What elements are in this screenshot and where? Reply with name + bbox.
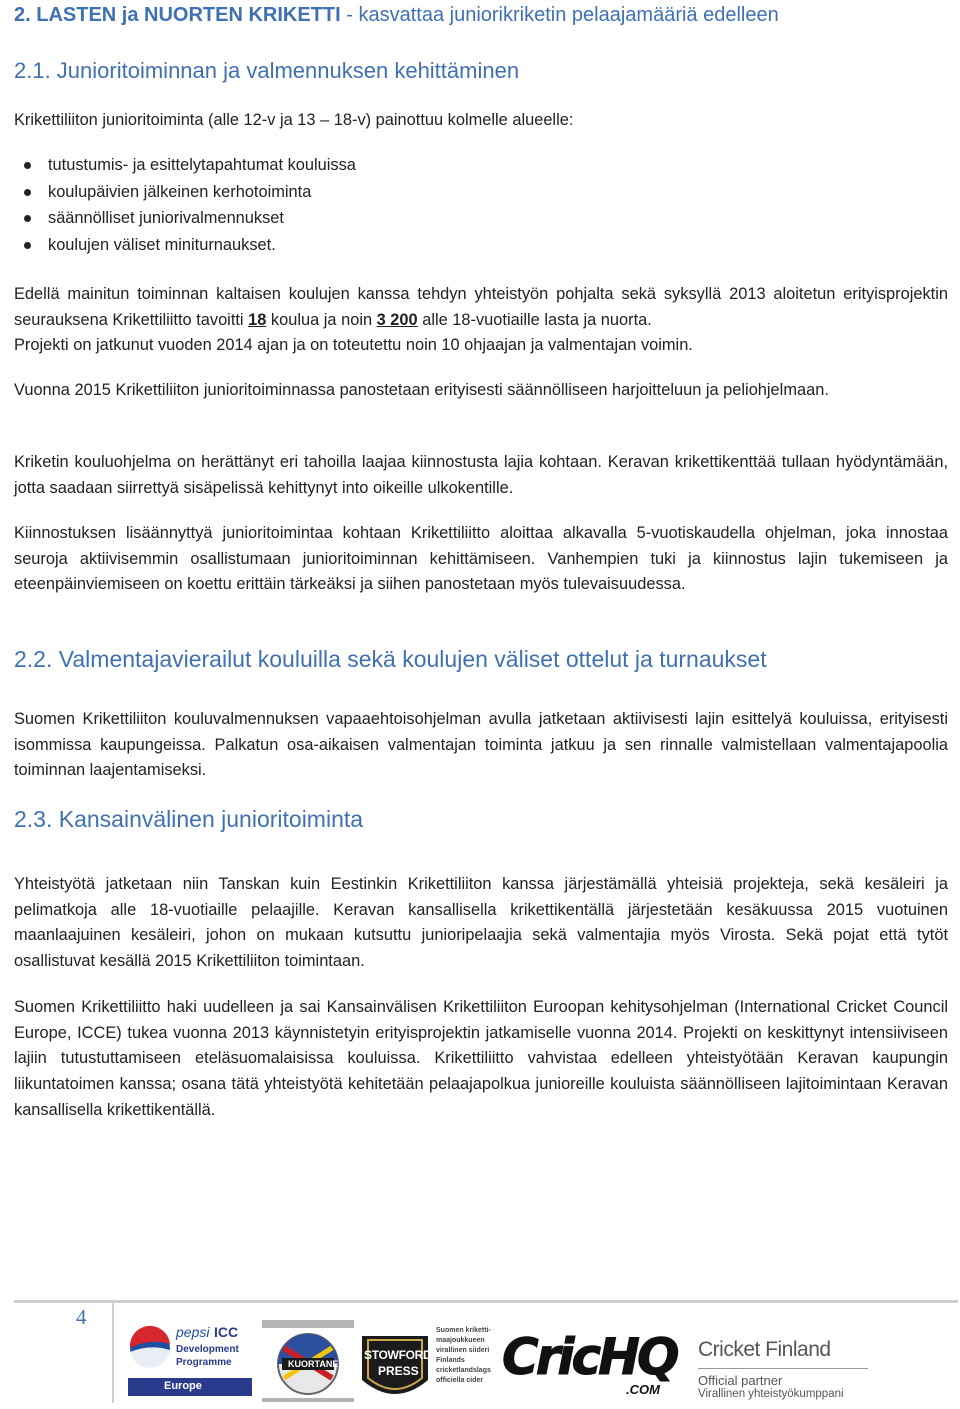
stowford-wordmark: STOWFORD bbox=[364, 1348, 432, 1362]
section-2-3-paragraph-1: Yhteistyötä jatketaan niin Tanskan kuin Eestinkin Krikettiliiton kanssa järjestämällä yhteisiä projekteja, sekä kesäleiri ja pelimatkoja alle 18-vuotiaille pelaajille. Keravan kansallisella krikettikentällä järjestetään kesäkuussa 2015 vuotuinen maanlaajuinen kesäleiri, johon on mukaan kutsuttu junioripelaajia sekä valmentajia myös Virosta. Sekä pojat että tytöt osallistuvat kesällä 2015 Krikettiliiton toimintaan. bbox=[14, 875, 948, 971]
chapter-heading-rest: - kasvattaa juniorikriketin pelaajamääriä edelleen bbox=[340, 4, 779, 26]
paragraph-text: Edellä mainitun toiminnan kaltaisen koulujen kanssa tehdyn yhteistyön pohjalta sekä syksyllä 2013 aloitetun erityisprojektin seurauksena Krikettiliitto tavoitti bbox=[14, 285, 948, 329]
list-item: säännölliset juniorivalmennukset bbox=[14, 205, 356, 232]
logo-text: Development bbox=[176, 1344, 239, 1355]
children-count: 3 200 bbox=[376, 310, 418, 329]
logo-text: virallinen siideri bbox=[436, 1347, 490, 1354]
crichq-wordmark: CricHQ bbox=[502, 1328, 677, 1386]
section-2-1-title: 2.1. Junioritoiminnan ja valmennuksen kehittäminen bbox=[14, 58, 520, 83]
logo-text: cricketlandslags bbox=[436, 1367, 491, 1374]
logo-text: officiella cider bbox=[436, 1377, 484, 1384]
list-item: koulujen väliset miniturnaukset. bbox=[14, 232, 356, 259]
pepsi-icc-logo bbox=[124, 1322, 256, 1398]
focus-area-list bbox=[14, 152, 356, 258]
kuortane-logo bbox=[262, 1318, 354, 1404]
logo-text: Suomen kriketti- bbox=[436, 1327, 491, 1334]
logo-text: Programme bbox=[176, 1357, 232, 1368]
footer-rule bbox=[14, 1300, 958, 1303]
crichq-domain: .COM bbox=[626, 1382, 660, 1397]
kuortane-wordmark: KUORTANE bbox=[288, 1359, 339, 1369]
stowford-press-logo bbox=[358, 1330, 432, 1404]
logo-text: Europe bbox=[164, 1380, 202, 1392]
chapter-heading bbox=[14, 4, 779, 27]
section-2-3-paragraph-2: Suomen Krikettiliitto haki uudelleen ja sai Kansainvälisen Krikettiliiton Euroopan kehitysohjelman (International Cricket Council Europe, ICCE) tukea vuonna 2013 käynnistetyin erityisprojektin jatkamiselle vuonna 2014. Projekti on keskittynyt intensiiviseen lajiin tutustuttamiseen eteläsuomalaisissa kouluissa. Krikettiliitto vahvistaa edelleen yhteistyötään Keravan kaupungin liikuntatoimen kanssa; osana tätä yhteistyötä kehitetään pelaajapolkua junioreille kouluista säännölliseen lajitoimintaan Keravan kansallisella krikettikentällä. bbox=[14, 998, 948, 1119]
chapter-heading-main: 2. LASTEN ja NUORTEN KRIKETTI bbox=[14, 4, 341, 26]
paragraph-text: alle 18-vuotiaille lasta ja nuorta. bbox=[417, 310, 652, 329]
cricket-finland-partner bbox=[698, 1338, 948, 1404]
section-2-1-intro: Krikettiliiton junioritoiminta (alle 12-v ja 13 – 18-v) painottuu kolmelle alueelle: bbox=[14, 111, 574, 129]
pepsi-wordmark: pepsi bbox=[176, 1324, 210, 1340]
section-2-1-paragraph-1 bbox=[14, 282, 948, 359]
page-number: 4 bbox=[76, 1305, 87, 1329]
section-2-2-title: 2.2. Valmentajavierailut kouluilla sekä koulujen väliset ottelut ja turnaukset bbox=[14, 646, 767, 672]
icc-wordmark: ICC bbox=[214, 1324, 239, 1340]
section-2-2-paragraph-1: Suomen Krikettiliiton kouluvalmennuksen vapaaehtoisohjelman avulla jatketaan aktiivisesti lajin esittelyä kouluissa, erityisesti isommissa kaupungeissa. Palkatun osa-aikaisen valmentajan toiminta jatkuu ja sen rinnalle valmistellaan valmentajapoolia toiminnan laajentamiseksi. bbox=[14, 710, 948, 780]
section-2-1-paragraph-2: Vuonna 2015 Krikettiliiton junioritoiminnassa panostetaan erityisesti säännölliseen harjoitteluun ja peliohjelmaan. bbox=[14, 381, 829, 399]
official-cider-text bbox=[436, 1326, 502, 1404]
section-2-3-title: 2.3. Kansainvälinen junioritoiminta bbox=[14, 806, 364, 832]
section-2-1-paragraph-4: Kiinnostuksen lisäännyttyä junioritoimintaa kohtaan Krikettiliitto aloittaa alkavalla 5-vuotiskaudella ohjelman, joka innostaa seuroja aktiivisemmin osallistumaan junioritoiminnan kehittämiseen. Vanhempien tuki ja kiinnostus lajin tukemiseen ja eteenpäinviemiseen on koettu erittäin tärkeäksi ja siihen panostetaan myös tulevaisuudessa. bbox=[14, 524, 948, 594]
schools-count: 18 bbox=[248, 310, 267, 329]
logo-text: Finlands bbox=[436, 1357, 465, 1364]
cricket-finland-title: Cricket Finland bbox=[698, 1338, 831, 1361]
paragraph-text: koulua ja noin bbox=[266, 310, 377, 329]
paragraph-text: Projekti on jatkunut vuoden 2014 ajan ja on toteutettu noin 10 ohjaajan ja valmentajan voimin. bbox=[14, 336, 693, 355]
footer-divider bbox=[112, 1303, 114, 1403]
press-wordmark: PRESS bbox=[378, 1364, 419, 1378]
section-2-1-paragraph-3: Kriketin kouluohjelma on herättänyt eri tahoilla laajaa kiinnostusta lajia kohtaan. Keravan krikettikenttää tullaan hyödyntämään, jotta saadaan siirrettyä sisäpelissä kehittynyt into oikeille ulkokentille. bbox=[14, 453, 948, 497]
partner-divider bbox=[698, 1368, 868, 1369]
crichq-logo bbox=[502, 1328, 688, 1400]
list-item: tutustumis- ja esittelytapahtumat kouluissa bbox=[14, 152, 356, 179]
list-item: koulupäivien jälkeinen kerhotoiminta bbox=[14, 179, 356, 206]
official-partner-text: Official partner bbox=[698, 1373, 783, 1388]
logo-text: maajoukkueen bbox=[436, 1337, 485, 1344]
partner-text: Virallinen yhteistyökumppani bbox=[698, 1388, 844, 1400]
